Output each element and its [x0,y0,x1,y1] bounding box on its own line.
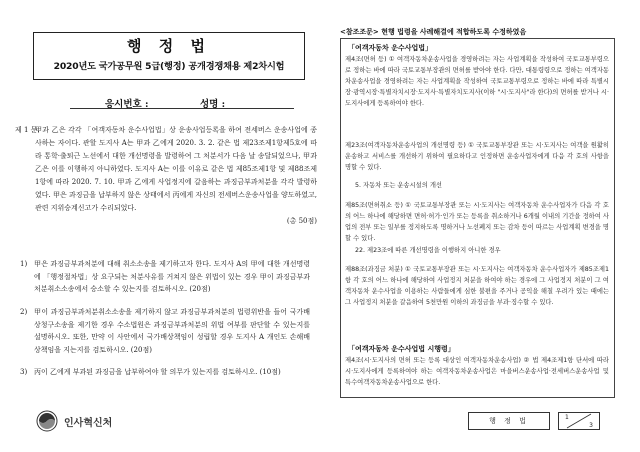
page-number: 1 [565,414,569,421]
law1-article-85: 제85조(면허취소 등) ① 국토교통부장관 또는 시·도지사는 여객자동차 운수사업자가 다음 각 호의 어느 하나에 해당하면 면허·허가·인가 또는 등록을 취소하거나 6개월 이내의 기간을 정하여 사업의 전부 또는 일부를 정지하도록 명하거나 노선폐지 또는 감차 등이 따르는 사업계획 변경을 명할 수 있다. [345,202,609,242]
government-logo-icon [36,410,58,432]
sub-question-number: 3) [20,368,28,376]
sub-question-text: 丙이 乙에게 부과된 과징금을 납부하여야 할 의무가 있는지를 검토하시오. (10점) [34,368,281,376]
law2-article-4: 제4조(시·도지사의 면허 또는 등록 대상인 여객자동차운송사업) ② 법 제4조제1항 단서에 따라 시·도지사에게 등록하여야 하는 여객자동차운송사업은 마을버스운송사업·전세버스운송사업 및 특수여객자동차운송사업으로 한다. [345,357,609,386]
reference-heading: <참조조문> 현행 법령을 사례해결에 적합하도록 수정하였음 [340,28,527,36]
sub-question-number: 1) [20,260,28,268]
law1-article-4: 제4조(면허 등) ① 여객자동차운송사업을 경영하려는 자는 사업계획을 작성하여 국토교통부령으로 정하는 바에 따라 국토교통부장관의 면허를 받아야 한다. 다만, 대통령령으로 정하는 여객자동차운송사업을 경영하려는 자는 사업계획을 작성하여 국토교통부령으로 정하는 바에 따라 특별시장·광역시장·특별자치시장·도지사·특별자치도지사(이하 "시·도지사"라 한다)의 면허를 받거나 시·도지사에게 등록하여야 한다. [345,56,609,107]
candidate-name-label: 성명 : [200,99,226,110]
law2-title: 「여객자동차 운수사업법 시행령」 [348,345,455,353]
question-text-wrap [35,124,317,228]
law1-article-23-item5: 5. 자동차 또는 운송시설의 개선 [355,182,443,189]
page-indicator [558,412,600,430]
org-footer [36,410,112,432]
footer-subject: 행 정 법 [468,412,550,430]
sub-question-text: 甲은 과징금부과처분에 대해 취소소송을 제기하고자 한다. 도지사 A의 甲에 대한 개선명령에 「행정절차법」상 요구되는 처분사유를 거쳐지 않은 위법이 있는 경우 甲이 과징금부과처분취소소송에서 승소할 수 있는지를 검토하시오. (20점) [34,260,310,293]
question-label: 제 1 문. [15,126,40,134]
sub-question-number: 2) [20,308,28,316]
candidate-underline [70,108,294,109]
page-footer [468,412,608,430]
candidate-number-label: 응시번호 : [105,99,149,110]
law1-article-23: 제23조(여객자동차운송사업의 개선명령 등) ① 국토교통부장관 또는 시·도지사는 여객을 원활히 운송하고 서비스를 개선하기 위하여 필요하다고 인정하면 운송사업자에게 다음 각 호의 사항을 명할 수 있다. [345,142,609,171]
law1-title: 「여객자동차 운수사업법」 [348,44,433,52]
org-name: 인사혁신처 [64,417,113,429]
subject-title: 행 정 법 [127,37,211,55]
sub-question-text: 甲이 과징금부과처분취소소송을 제기하지 않고 과징금부과처분의 법령위반을 들어 국가배상청구소송을 제기한 경우 수소법원은 과징금부과처분의 위법 여부를 판단할 수 있는지를 설명하시오. 또한, 만약 이 사안에서 국가배상책임이 성립할 경우 도지사 A 개인도 손해배상책임을 지는지를 검토하시오. (20점) [34,308,310,354]
exam-name: 2020년도 국가공무원 5급(행정) 공개경쟁채용 제2차시험 [53,61,285,72]
question-points: (총 50점) [286,217,317,225]
law1-article-88: 제88조(과징금 처분) ① 국토교통부장관 또는 시·도지사는 여객자동차 운수사업자가 제85조제1항 각 호의 어느 하나에 해당하여 사업정지 처분을 하여야 하는 경우에 그 사업정지 처분이 그 여객자동차 운수사업을 이용하는 사람들에게 심한 불편을 주거나 공익을 해칠 우려가 있는 때에는 그 사업정지 처분을 갈음하여 5천만원 이하의 과징금을 부과·징수할 수 있다. [345,266,609,306]
exam-title-box [33,32,305,80]
question-text: 甲과 乙은 각각 「여객자동차 운수사업법」상 운송사업등록을 하여 전세버스 운송사업에 종사하는 자이다. 관할 도지사 A는 甲과 乙에게 2020. 3. 2. 같은 법 제23조제1항제5호에 따라 통학·출퇴근 노선에서 대한 개선명령을 발령하여 그 처분서가 다음 날 송달되었으나, 甲과 乙은 이를 이행하지 아니하였다. 도지사 A는 이를 이유로 같은 법 제85조제1항 및 제88조제1항에 따라 2020. 7. 10. 甲과 乙에게 사업정지에 갈음하는 과징금부과처분을 각각 발령하였다. 甲은 과징금을 납부하지 않은 상태에서 丙에게 자신의 전세버스운송사업을 양도하였고, 관련 지위승계신고가 수리되었다. [35,126,317,212]
page-total: 3 [589,422,593,429]
law1-article-85-item22: 22. 제23조에 따른 개선명령을 이행하지 아니한 경우 [355,247,501,254]
